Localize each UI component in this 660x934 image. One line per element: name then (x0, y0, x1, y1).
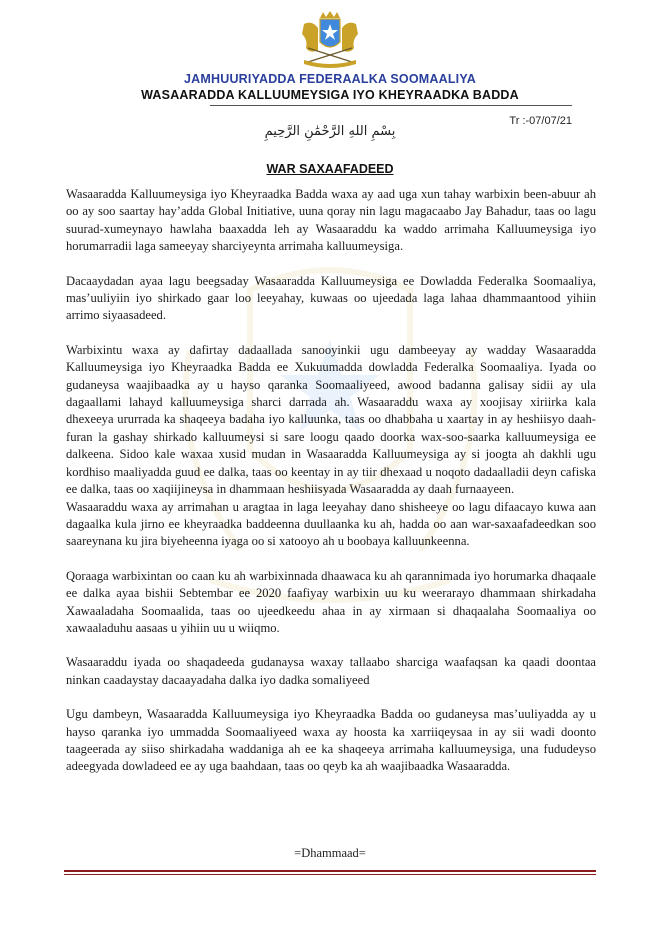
footer-rule (64, 870, 596, 872)
paragraph: Ugu dambeyn, Wasaaradda Kalluumeysiga iyo Kheyraadka Badda oo gudaneysa mas’uuliyadda ay u hayso qaranka iyo ummadda Soomaaliyeed waxa ay hoosta ka xarriiqeysaa in ay sii wadi doonto taageerada ay siiso shirkadaha waddaniga ah ee ka shaqeeya arrimaha kalluumeysiga, una fududeyso adeegyada dowladeed ee ay uga baahdaan, taas oo qeyb ka ah waajibaadka Wasaaradda. (66, 707, 596, 774)
document-date: Tr :-07/07/21 (509, 115, 572, 127)
press-release-title: WAR SAXAAFADEED (266, 162, 394, 176)
closing-mark: =Dhammaad= (294, 846, 366, 860)
footer-rule-thin (64, 874, 596, 875)
paragraph: Wasaaraddu iyada oo shaqadeeda gudanaysa waxay tallaabo sharciga waafaqsan ka qaadi doontaa ninkan caadaystay dacaayadaha dalka iyo dadka somaliyeed (66, 655, 596, 687)
somalia-coat-of-arms-icon (290, 10, 370, 70)
basmala: بِسْمِ اللهِ الرَّحْمَٰنِ الرَّحِيمِ (264, 124, 396, 139)
paragraph: Warbixintu waxa ay dafirtay dadaallada sanooyinkii ugu dambeeyay ay wadday Wasaaradda Kalluumeysiga iyo Kheyraadka Badda ee Xukuumadda dowladda Federalka Soomaaliya. Iyada oo gudaneysa waajibaadka ay u hayso qaranka Soomaaliyeed, awood badanna galisay sidii ay ula dagaallami lahayd kalluumeysiga sharci darrada ah. Wasaaraddu waxa ay xoojisay xiriirka kala dhexeeya ururrada ka shaqeeya badaha iyo kalluunka, taas oo dhabbaha u xaartay in ay heshiisyo daah-furan la gashay shirkado kalluumeysi si sare loogu qaado doorka wax-soo-saarka kalluumeysiga ee dalkeena. Sidoo kale waxaa xusid mudan in Wasaaradda Kalluumeysiga ay si joogta ah dakhli ugu kordhiso maaliyadda guud ee dalka, taas oo keentay in ay tiir dhexaad u noqoto dadaalladii deyn cafiska ee dalka, taas oo xaqiijineysa in dhammaan heshiisyada Wasaaradda ay daah furnaayeen. (66, 342, 596, 497)
document-body (66, 186, 596, 776)
paragraph: Wasaaradda Kalluumeysiga iyo Kheyraadka Badda waxa ay aad uga xun tahay warbixin been-abuur ah oo ay soo saartay hay’adda Global Initiative, uuna qoray nin lagu magacaabo Jay Bahadur, taas oo lagu suurad-xumeynayo hawlaha baaxadda leh ay Wasaaraddu ka waddo arrimaha Kalluumeysiga iyo horumarradii laga sameeyay sharciyeynta arrimaha kalluumeysiga. (66, 187, 596, 254)
ministry-header-line2: WASAARADDA KALLUUMEYSIGA IYO KHEYRAADKA BADDA (141, 88, 519, 102)
paragraph: Wasaaraddu waxa ay arrimahan u aragtaa in laga leeyahay dano shisheeye oo lagu difaacayo kuwa aan dagaalka kula jirno ee kheyraadka baddeenna duullaanka ku ah, hadda oo aan war-saxaafadeedkan soo saareynana ku jira biyeheenna iyaga oo si xatooyo ah u boobaya kalluunkeenna. (66, 499, 596, 549)
paragraph: Qoraaga warbixintan oo caan ku ah warbixinnada dhaawaca ku ah qarannimada iyo horumarka dhaqaale ee dalka ayaa bishii Sebtembar ee 2020 faafiyay warbixin uu ku weerarayo dhammaan shirkadaha Xawaaladaha Soomaalida, taas oo ujeedkeedu ahaa in ay xirmaan si dhaqaalaha Soomaaliya oo xawaaladuhu aasaas u yihiin uu u wiiqmo. (66, 568, 596, 635)
header-divider (210, 105, 572, 106)
ministry-header-line1: JAMHUURIYADDA FEDERAALKA SOOMAALIYA (184, 72, 476, 86)
paragraph: Dacaaydadan ayaa lagu beegsaday Wasaaradda Kalluumeysiga ee Dowladda Federalka Soomaaliya, mas’uuliyiin iyo shirkado gaar loo leeyahay, kuwaas oo ujeedada laga lahaa dhammaantood yihiin arrimo siyaasadeed. (66, 273, 596, 323)
